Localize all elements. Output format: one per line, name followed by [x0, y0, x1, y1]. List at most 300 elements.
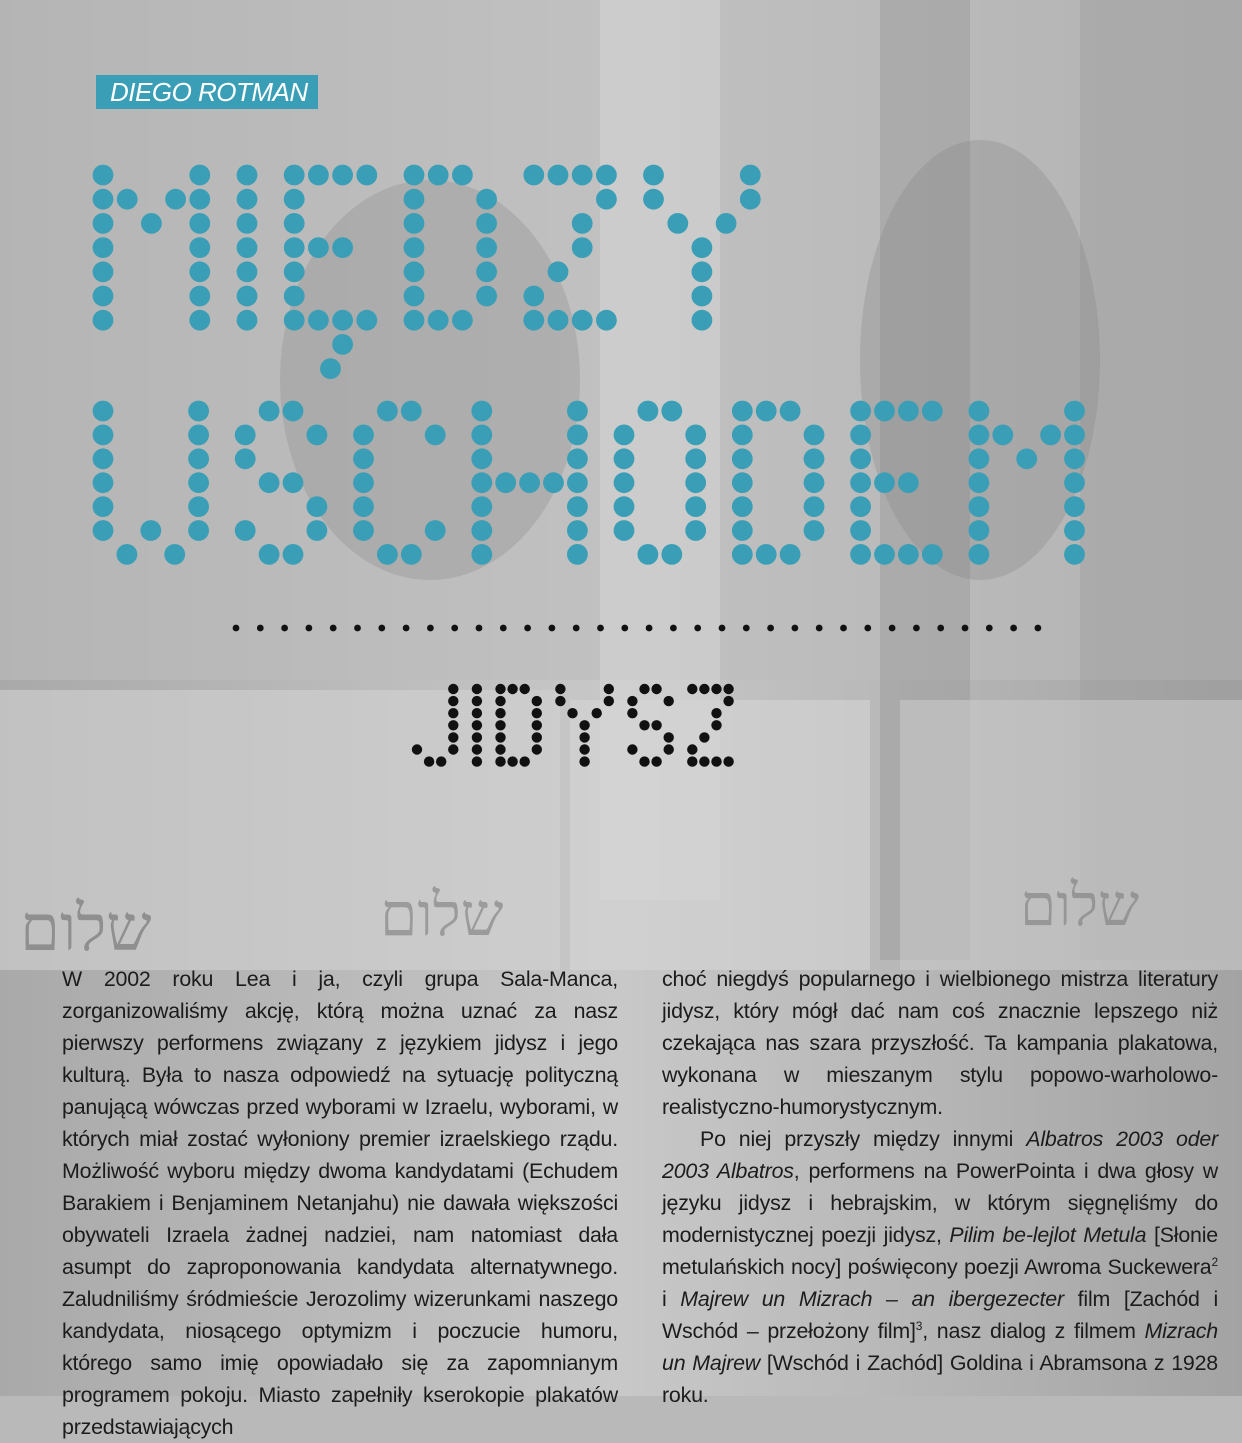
subtitle-dot	[495, 756, 505, 766]
title-dot	[235, 448, 256, 469]
subtitle-dot	[579, 732, 589, 742]
title-dot	[969, 425, 990, 446]
title-dot	[404, 310, 425, 331]
body-paragraph	[662, 1123, 1218, 1411]
title-dot	[638, 401, 659, 422]
title-dot	[404, 261, 425, 282]
subtitle-dot	[579, 756, 589, 766]
title-dot	[93, 425, 114, 446]
subtitle-dot	[532, 708, 542, 718]
subtitle-dot	[664, 696, 674, 706]
title-dot	[428, 165, 449, 186]
title-dot	[283, 472, 304, 493]
subtitle-dot	[579, 720, 589, 730]
title-dot	[523, 310, 544, 331]
title-dot	[117, 189, 138, 210]
separator-dot	[962, 625, 969, 632]
title-dot	[969, 544, 990, 565]
separator-dot	[864, 625, 871, 632]
title-dot	[567, 520, 588, 541]
subtitle-dot	[699, 684, 709, 694]
subtitle-dot	[723, 684, 733, 694]
title-dot	[567, 448, 588, 469]
title-dot	[476, 286, 497, 307]
title-dot	[320, 358, 341, 379]
title-dot	[401, 401, 422, 422]
separator-dot	[233, 625, 240, 632]
title-dot	[572, 213, 593, 234]
separator-dot	[1010, 625, 1017, 632]
separator-dot	[816, 625, 823, 632]
title-dot	[237, 213, 258, 234]
subtitle-dot	[448, 720, 458, 730]
title-dot	[235, 425, 256, 446]
title-dot	[452, 165, 473, 186]
separator-dot	[476, 625, 483, 632]
title-dot	[850, 425, 871, 446]
title-dot	[614, 496, 635, 517]
separator-dot	[378, 625, 385, 632]
title-dot	[1064, 544, 1085, 565]
separator-dot	[937, 625, 944, 632]
title-dot	[596, 165, 617, 186]
separator-dot	[573, 625, 580, 632]
title-dot	[237, 237, 258, 258]
subtitle-dot	[448, 708, 458, 718]
subtitle-dot	[472, 720, 482, 730]
separator-dot	[403, 625, 410, 632]
body-paragraph: W 2002 roku Lea i ja, czyli grupa Sala-Manca, zorganizowaliśmy akcję, którą można uznać za nasz pierwszy performens związany z językiem jidysz i jego kulturą. Była to nasza odpowiedź na sytuację polityczną panującą wówczas przed wyborami w Izraelu, wyborami, w których miał zostać wyłoniony premier izraelskiego rządu. Możliwość wyboru między dwoma kandydatami (Echudem Barakiem i Benjaminem Netanjahu) nie dawała większości obywateli Izraela żadnej nadziei, nam natomiast dała asumpt do zaproponowania kandydata alternatywnego. Zaludniliśmy śródmieście Jerozolimy wizerunkami naszego kandydata, niosącego optymizm i poczucie humoru, którego samo imię opowiadało się za zapomnianym programem pokoju. Miasto zapełniły kserokopie plakatów przedstawiających	[62, 967, 618, 1439]
title-dot	[596, 189, 617, 210]
subtitle-dot	[495, 720, 505, 730]
separator-dot	[719, 625, 726, 632]
subtitle-dot	[627, 696, 637, 706]
separator-dot	[500, 625, 507, 632]
separator-dot	[549, 625, 556, 632]
title-dot	[237, 261, 258, 282]
title-dot	[543, 472, 564, 493]
title-dot	[548, 310, 569, 331]
title-dot	[548, 165, 569, 186]
separator-dot	[986, 625, 993, 632]
subtitle-dot	[472, 756, 482, 766]
title-dot	[780, 401, 801, 422]
subtitle-dot	[555, 696, 565, 706]
title-dot	[732, 425, 753, 446]
title-dot	[523, 165, 544, 186]
title-dot	[188, 472, 209, 493]
title-dot	[353, 472, 374, 493]
title-dot	[283, 401, 304, 422]
title-dot	[1064, 401, 1085, 422]
subtitle-dot	[532, 696, 542, 706]
title-dot	[259, 401, 280, 422]
separator-dot	[330, 625, 337, 632]
subtitle-dot	[448, 744, 458, 754]
footnote-ref: 3	[915, 1319, 923, 1333]
italic-title: Mizrach un Majrew	[662, 1319, 1218, 1375]
subtitle-dot	[472, 708, 482, 718]
title-dot	[189, 286, 210, 307]
title-dot	[874, 472, 895, 493]
separator-dot	[1035, 625, 1042, 632]
text-run: [Wschód i Zachód] Goldina i Abramsona z 1928 roku.	[662, 1351, 1218, 1407]
title-dot	[476, 237, 497, 258]
title-dot	[471, 448, 492, 469]
title-dot	[969, 520, 990, 541]
title-dot	[850, 520, 871, 541]
title-dot	[992, 425, 1013, 446]
separator-dot	[621, 625, 628, 632]
separator-dot	[767, 625, 774, 632]
title-dot	[732, 472, 753, 493]
title-dot	[308, 237, 329, 258]
title-dot	[804, 472, 825, 493]
title-dot	[332, 334, 353, 355]
subtitle-dot	[723, 756, 733, 766]
subtitle-dot	[627, 708, 637, 718]
title-dot	[308, 310, 329, 331]
title-dot	[93, 165, 114, 186]
title-dot	[353, 496, 374, 517]
title-dot	[471, 496, 492, 517]
subtitle-dot	[520, 756, 530, 766]
title-dot	[353, 520, 374, 541]
title-dot	[164, 544, 185, 565]
title-dot	[189, 261, 210, 282]
title-dot	[165, 189, 186, 210]
title-dot	[332, 165, 353, 186]
title-dot	[425, 520, 446, 541]
title-dot	[140, 520, 161, 541]
title-dot	[93, 448, 114, 469]
title-dot	[188, 401, 209, 422]
subtitle-dot	[664, 732, 674, 742]
title-dot	[850, 496, 871, 517]
subtitle-dot	[664, 744, 674, 754]
subtitle-dot	[555, 684, 565, 694]
subtitle-dot	[604, 696, 614, 706]
title-dot	[548, 261, 569, 282]
title-dot	[356, 165, 377, 186]
title-dot	[189, 310, 210, 331]
title-dot	[716, 213, 737, 234]
author-tag: DIEGO ROTMAN	[96, 75, 318, 109]
hebrew-poster-text-3: שלום	[1020, 871, 1140, 939]
title-dot	[284, 165, 305, 186]
separator-dot	[306, 625, 313, 632]
title-dot	[850, 472, 871, 493]
body-column-right	[662, 963, 1218, 1411]
title-dot	[1064, 448, 1085, 469]
title-dot	[284, 213, 305, 234]
title-dot	[1064, 425, 1085, 446]
separator-dot	[913, 625, 920, 632]
separator-dot	[694, 625, 701, 632]
title-dot	[471, 520, 492, 541]
subtitle-dot	[592, 708, 602, 718]
title-dot	[661, 544, 682, 565]
body-paragraph: choć niegdyś popularnego i wielbionego mistrza literatury jidysz, który mógł dać nam coś znacznie lepszego niż czekająca nas szara przyszłość. Ta kampania plakatowa, wykonana w mieszanym stylu popowo-warholowo-realistyczno-humorystycznym.	[662, 967, 1218, 1119]
title-dot	[283, 544, 304, 565]
title-dot	[93, 310, 114, 331]
title-dot	[898, 544, 919, 565]
subtitle-dot	[495, 684, 505, 694]
title-dot	[567, 425, 588, 446]
title-dot	[692, 310, 713, 331]
title-dot	[638, 544, 659, 565]
title-dot	[237, 286, 258, 307]
title-dot	[804, 496, 825, 517]
title-dot	[732, 520, 753, 541]
title-dot	[804, 520, 825, 541]
text-run: i	[662, 1287, 681, 1311]
title-dot	[404, 189, 425, 210]
title-dot	[685, 496, 706, 517]
subtitle-dot	[687, 744, 697, 754]
subtitle-dot	[448, 732, 458, 742]
separator-dot	[889, 625, 896, 632]
subtitle-dot	[495, 744, 505, 754]
title-dot	[117, 544, 138, 565]
title-dot	[898, 401, 919, 422]
subtitle-dot	[639, 684, 649, 694]
subtitle-dot	[711, 720, 721, 730]
title-dot	[353, 425, 374, 446]
text-run: , performens na PowerPointa i dwa głosy w języku jidysz i hebrajskim, w którym sięgnęliśmy do modernistycznej poezji jidysz,	[662, 1159, 1218, 1247]
subtitle-dot	[448, 684, 458, 694]
subtitle-dot	[436, 756, 446, 766]
subtitle-dot	[532, 744, 542, 754]
separator-dot	[354, 625, 361, 632]
subtitle-dot	[711, 708, 721, 718]
title-dot	[428, 310, 449, 331]
title-dot	[572, 165, 593, 186]
title-dot	[235, 520, 256, 541]
title-dot	[93, 286, 114, 307]
subtitle-dot	[495, 732, 505, 742]
title-dot	[614, 425, 635, 446]
title-dot	[732, 448, 753, 469]
subtitle-dot	[604, 684, 614, 694]
subtitle-dot	[699, 756, 709, 766]
title-dot	[685, 520, 706, 541]
title-dot	[141, 213, 162, 234]
title-dot	[922, 401, 943, 422]
subtitle-dot	[532, 720, 542, 730]
title-dot	[780, 544, 801, 565]
subtitle-dot	[472, 684, 482, 694]
subtitle-dot	[507, 684, 517, 694]
subtitle-dot	[687, 756, 697, 766]
title-dot	[307, 496, 328, 517]
title-dot	[969, 448, 990, 469]
subtitle-dot	[687, 684, 697, 694]
title-dot	[756, 544, 777, 565]
title-dot	[307, 425, 328, 446]
title-dot	[93, 237, 114, 258]
title-dot	[377, 544, 398, 565]
title-dot	[284, 310, 305, 331]
subtitle-dot	[651, 684, 661, 694]
title-dot	[1064, 520, 1085, 541]
title-dot	[237, 165, 258, 186]
title-dot	[850, 448, 871, 469]
title-dot	[567, 401, 588, 422]
subtitle-dot	[651, 756, 661, 766]
title-dot	[732, 544, 753, 565]
title-dot	[259, 472, 280, 493]
title-dot	[93, 496, 114, 517]
separator-dot	[257, 625, 264, 632]
subtitle-dot	[472, 696, 482, 706]
title-dot	[404, 237, 425, 258]
title-dot	[850, 401, 871, 422]
title-dot	[188, 496, 209, 517]
title-dot	[476, 189, 497, 210]
title-dot	[332, 310, 353, 331]
separator-dot	[792, 625, 799, 632]
title-dot	[404, 213, 425, 234]
subtitle-dot	[472, 744, 482, 754]
title-dot	[567, 496, 588, 517]
title-dot	[756, 401, 777, 422]
title-dot	[685, 448, 706, 469]
title-dot	[308, 165, 329, 186]
title-dot	[188, 448, 209, 469]
title-dot	[685, 425, 706, 446]
title-dot	[93, 520, 114, 541]
separator-dot	[281, 625, 288, 632]
title-dot	[643, 165, 664, 186]
title-dot	[685, 472, 706, 493]
title-dot	[692, 237, 713, 258]
title-dot	[614, 520, 635, 541]
title-dot	[732, 401, 753, 422]
subtitle-dot	[567, 708, 577, 718]
subtitle-dot	[520, 684, 530, 694]
title-dot	[93, 401, 114, 422]
title-dot	[922, 544, 943, 565]
italic-title: Albatros 2003 oder 2003 Albatros	[662, 1127, 1219, 1183]
title-dot	[1064, 472, 1085, 493]
subtitle-dot	[495, 696, 505, 706]
title-dot	[452, 310, 473, 331]
title-dot	[356, 310, 377, 331]
subtitle-dot	[472, 732, 482, 742]
title-dot	[93, 261, 114, 282]
title-dot	[898, 472, 919, 493]
separator-dot	[670, 625, 677, 632]
subtitle-dot	[651, 720, 661, 730]
title-dot	[93, 189, 114, 210]
title-dot	[476, 261, 497, 282]
title-dot	[476, 213, 497, 234]
title-dot	[874, 544, 895, 565]
title-dot	[284, 286, 305, 307]
subtitle-dot	[711, 684, 721, 694]
title-dot	[1064, 496, 1085, 517]
title-dot	[377, 401, 398, 422]
title-dot	[692, 286, 713, 307]
title-dot	[189, 237, 210, 258]
title-dot	[804, 425, 825, 446]
title-dot	[667, 213, 688, 234]
title-dot	[969, 401, 990, 422]
title-dot	[572, 310, 593, 331]
title-dot	[284, 237, 305, 258]
title-dot	[425, 425, 446, 446]
subtitle-dot	[699, 732, 709, 742]
subtitle-dot	[639, 756, 649, 766]
title-dot	[614, 448, 635, 469]
title-dot	[969, 472, 990, 493]
title-dot	[471, 401, 492, 422]
separator-dot	[427, 625, 434, 632]
title-dot	[471, 472, 492, 493]
subtitle-dot	[532, 732, 542, 742]
title-dot	[804, 448, 825, 469]
body-column-left	[62, 963, 618, 1443]
title-dot	[353, 448, 374, 469]
subtitle-dot	[723, 696, 733, 706]
italic-title: Majrew un Mizrach – an ibergezecter	[680, 1287, 1064, 1311]
title-dot	[189, 165, 210, 186]
title-dot	[874, 401, 895, 422]
text-run: , nasz dialog z filmem	[922, 1319, 1145, 1343]
title-dot	[692, 261, 713, 282]
subtitle-dot	[448, 696, 458, 706]
title-dot	[567, 472, 588, 493]
title-dot	[567, 544, 588, 565]
title-dot	[523, 286, 544, 307]
title-dot	[1016, 448, 1037, 469]
separator-dot	[597, 625, 604, 632]
title-dot	[307, 520, 328, 541]
subtitle-dot	[412, 744, 422, 754]
separator-dot	[524, 625, 531, 632]
hebrew-poster-text-2: שלום	[380, 880, 504, 950]
title-dot	[259, 544, 280, 565]
title-dot	[284, 189, 305, 210]
italic-title: Pilim be-lejlot Metula	[949, 1223, 1147, 1247]
title-dot	[969, 496, 990, 517]
title-dot	[237, 310, 258, 331]
subtitle-dot	[579, 744, 589, 754]
title-dot	[572, 237, 593, 258]
title-dot	[189, 213, 210, 234]
title-dot	[401, 544, 422, 565]
title-dot	[661, 401, 682, 422]
title-dot	[614, 472, 635, 493]
title-dot	[332, 237, 353, 258]
footnote-ref: 2	[1211, 1255, 1218, 1269]
title-dot	[93, 213, 114, 234]
title-dot	[596, 310, 617, 331]
separator-dot	[840, 625, 847, 632]
separator-dot	[743, 625, 750, 632]
subtitle-dot	[711, 756, 721, 766]
text-run: [Słonie metulańskich nocy] poświęcony poezji Awroma Suckewera	[662, 1223, 1218, 1279]
title-dot	[1040, 425, 1061, 446]
title-dot	[189, 189, 210, 210]
title-dot	[495, 472, 516, 493]
subtitle-dot	[507, 756, 517, 766]
title-dot	[188, 520, 209, 541]
title-dot	[850, 544, 871, 565]
title-dot	[740, 165, 761, 186]
title-dot	[643, 189, 664, 210]
